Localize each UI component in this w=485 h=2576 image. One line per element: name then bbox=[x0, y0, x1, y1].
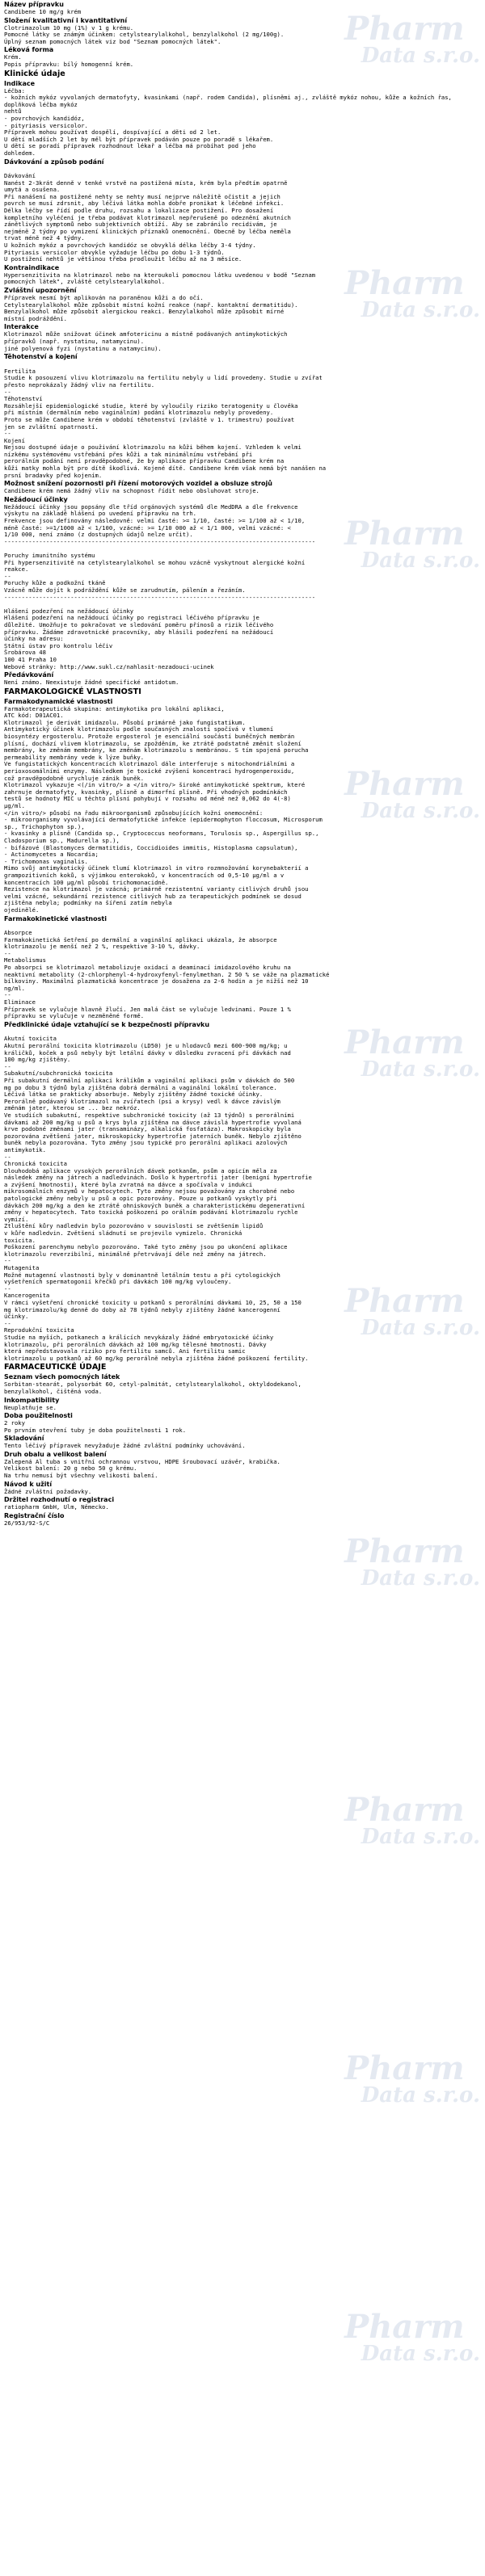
section bbox=[4, 1397, 480, 1412]
watermark-line2: Data s.r.o. bbox=[361, 1316, 480, 1340]
section-text: Clotrimazolum 10 mg (1%) v 1 g krému. Pomocné látky se známým účinkem: cetylstearylalkohol, benzylalkohol (2 mg/100g). Úplný seznam pomocných látek viz bod "Seznam pomocných látek". bbox=[4, 23, 285, 45]
watermark-line1: Pharm bbox=[344, 1532, 465, 1570]
section-heading: Možnost snížení pozornosti při řízení motorových vozidel a obsluze strojů bbox=[4, 480, 272, 488]
section-text: Akutní toxicita Akutní perorální toxicita klotrimazolu (LD50) je u hlodavců mezi 600-900 mg/kg; u králičků, koček a psů nebyly být letální dávky v důsledku zvracení při dávkách nad 100 mg/kg zjištěny. -- Subakutní/subchronická toxicita Při subakutní dermální aplikaci králíkům a vaginální aplikaci psům v dávkách do 500 mg po dobu 3 týdnů byla zjištěna dobrá dermální a vaginální lokální tolerance. Léčivá látka se prakticky absorbuje. Nebyly zjištěny žádné toxické účinky. Perorálně podávaný klotrimazol na zvířatech (psi a krysy) vedl k dávce závislým změnám jater, kterou se ... bez nekróz. Ve studiích subakutní, respektive subchronické toxicity (až 13 týdnů) s perorálními dávkami až 200 mg/kg u psů a krys byla zjištěna na dávce závislá hypertrofie vyvolaná krve podobné změnami jater (transaminázy, alkalická fosfatáza). Makroskopicky byla pozorována zvětšení jater, mikroskopicky hypertrofie jaterních buněk. Nebylo zjištěno buněk nebyla pozorována. Tyto změny jsou typické pro perorální aplikaci azolových antimykotik. -- Chronická toxicita Dlouhodobá aplikace vysokých perorálních dávek potkanům, psům a opicím měla za následek změny na játrech a nadledvinách. Došlo k hypertrofii jater (benigní hypertrofie a zvýšení hmotnosti), které byla zvratná na dávce a spočívala v indukci mikrosomálních enzymů v hepatocytech. Tyto změny nejsou považovány za chorobné nebo patologické změny nebyly u psů a opic pozorovány. Pouze u potkanů vyskytly při dávkách 200 mg/kg a den ke ztrátě ohniskových buněk a charakteristickému degenerativní změny v hepatocytech. Tato toxická poškození po orálním podávání klotrimazolu rychle vymizí. Ztluštění kůry nadledvin bylo pozorováno v souvislosti se zvětšením lipidů v kůře nadledvin. Zvětšení sládnutí se projevilo vymizelo. Chronická toxicita. Poškození parenchymu nebylo pozorováno. Také tyto změny jsou po ukončení aplikace klotrimazolu reverzibilní, minimálně přetrvávají déle než změny na játrech. -- Mutagenita Možné mutagenní vlastnosti byly v dominantně letálním testu a při cytologických vyšetřeních spermatogonií křečků při dávkách 100 mg/kg vyloučeny. -- Kancerogenita V rámci vyšetření chronické toxicity u potkanů s perorálními dávkami 10, 25, 50 a 150 mg klotrimazolu/kg denně do doby až 78 týdnů nebyly zjištěny žádné kancerogenní účinky. -- Reprodukční toxicita Studie na myších, potkanech a králících nevykázaly žádné embryotoxické účinky klotrimazolu, při perorálních dávkách až 100 mg/kg tělesné hmotnosti. Dávky která nepředstavovala riziko pro fertilitu samců. Ani fertilitu samic klotrimazolu u potkanů až 60 mg/kg perorálně nebyla zjištěna žádné poškození fertility. bbox=[4, 1035, 312, 1362]
section bbox=[4, 1373, 480, 1395]
watermark-line2: Data s.r.o. bbox=[361, 548, 480, 573]
watermark-line2: Data s.r.o. bbox=[361, 2083, 480, 2107]
section bbox=[4, 17, 480, 46]
section bbox=[4, 671, 480, 687]
section-text: 2 roky Po prvním otevření tuby je doba použitelnosti 1 rok. bbox=[4, 1419, 187, 1434]
section bbox=[4, 158, 480, 263]
section bbox=[4, 1451, 480, 1480]
watermark bbox=[329, 2049, 480, 2107]
section-heading: Návod k užití bbox=[4, 1480, 53, 1488]
watermark-line2: Data s.r.o. bbox=[361, 298, 480, 322]
section bbox=[4, 687, 480, 697]
section bbox=[4, 1481, 480, 1496]
section bbox=[4, 1412, 480, 1434]
section bbox=[4, 480, 480, 495]
document-body bbox=[0, 1, 485, 1527]
section bbox=[4, 323, 480, 352]
section-text: Fertilita Studie k posouzení vlivu klotrimazolu na fertilitu nebyly u lidí provedeny. Studie u zvířat přesto neprokázaly žádný vliv na fertilitu. -- Těhotenství Rozsáhlejší epidemiologické studie, které by vyloučily riziko teratogenity u člověka při místním (dermálním nebo vaginálním) podání klotrimazolu nebyly provedeny. Proto se může Candibene krém v období těhotenství (zvláště v 1. trimestru) používat jen se zvláštní opatrností. -- Kojení Nejsou dostupné údaje o použivání klotrimazolu na kůži během kojení. Vzhledem k velmi nízkému systémovému vstřebání přes kůži a tak minimálnímu vstřebání při perorálním podání není pravděpodobné, že by aplikace přípravku Candibene krém na kůži matky mohla být pro dítě škodlivá. Kojené dítě. Candibene krém však nemá být nanášen na prsní bradavky před kojením. bbox=[4, 367, 327, 479]
section bbox=[4, 353, 480, 479]
section bbox=[4, 69, 480, 79]
section-heading: Skladování bbox=[4, 1435, 44, 1443]
section-heading: Léková forma bbox=[4, 46, 54, 54]
section-text: Hypersenzitivita na klotrimazol nebo na kteroukoli pomocnou látku uvedenou v bodě "Seznam pomocných látek", zvláště cetylstearylalkohol. bbox=[4, 271, 316, 286]
section-text: Krém. Popis přípravku: bílý homogenní krém. bbox=[4, 53, 134, 68]
watermark-line1: Pharm bbox=[344, 264, 465, 302]
section-heading: Předávkování bbox=[4, 671, 54, 679]
section-text: Neuplatňuje se. bbox=[4, 1403, 57, 1411]
watermark-line1: Pharm bbox=[344, 1791, 465, 1829]
watermark bbox=[329, 1791, 480, 1849]
section bbox=[4, 1435, 480, 1450]
section bbox=[4, 1021, 480, 1363]
section-heading: Zvláštní upozornění bbox=[4, 287, 77, 294]
watermark-line1: Pharm bbox=[344, 2049, 465, 2087]
section-heading: Inkompatibility bbox=[4, 1396, 60, 1404]
section-text: Žádné zvláštní požadavky. bbox=[4, 1487, 92, 1495]
section-heading: Farmakodynamické vlastnosti bbox=[4, 697, 113, 705]
section-text: Sorbitan-stearát, polysorbát 60, cetyl-palmitát, cetylstearylalkohol, oktyldodekanol, benzylalkohol, čištěná voda. bbox=[4, 1380, 302, 1395]
section bbox=[4, 287, 480, 322]
watermark-line2: Data s.r.o. bbox=[361, 2342, 480, 2366]
section-text: Léčba: - kožních mykóz vyvolaných dermatofyty, kvasinkami (např. rodem Candida), plísněmi aj., zvláště mykóz nohou, kůže a kožních řas, doplňková léčba mykóz nehtů - povrchových kandidóz, - pityriasis versicolor. Přípravek mohou používat dospělí, dospívající a děti od 2 let. U dětí mladších 2 let by měl být přípravek podáván pouze po poradě s lékařem. U dětí se poradí přípravek rozhodnout lékař a léčba má probíhat pod jeho dohledem. bbox=[4, 86, 452, 157]
section-heading: Druh obalu a velikost balení bbox=[4, 1450, 107, 1458]
section-heading: Předklinické údaje vztahující se k bezpečnosti přípravku bbox=[4, 1020, 210, 1028]
section-heading: Doba použitelnosti bbox=[4, 1412, 73, 1420]
section-heading: Klinické údaje bbox=[4, 69, 65, 78]
section bbox=[4, 1496, 480, 1511]
section-text: 26/953/92-S/C bbox=[4, 1519, 50, 1527]
watermark-line1: Pharm bbox=[344, 2308, 465, 2346]
section-heading: Seznam všech pomocných látek bbox=[4, 1373, 120, 1381]
section bbox=[4, 496, 480, 670]
section bbox=[4, 80, 480, 158]
section-heading: Těhotenství a kojení bbox=[4, 353, 78, 361]
section-heading: FARMAKOLOGICKÉ VLASTNOSTI bbox=[4, 687, 141, 696]
section bbox=[4, 46, 480, 68]
watermark bbox=[329, 2308, 480, 2366]
section-heading: Kontraindikace bbox=[4, 263, 60, 271]
section-text: ratiopharm GmbH, Ulm, Německo. bbox=[4, 1503, 109, 1511]
section-heading: Indikace bbox=[4, 79, 36, 87]
watermark-line2: Data s.r.o. bbox=[361, 44, 480, 68]
section-text: Přípravek nesmí být aplikován na poraněnou kůži a do očí. Cetylstearylalkohol může způsobit místní kožní reakce (např. kontaktní dermatitidu). Benzylalkohol může způsobit alergickou reakci. Benzylalkohol může způsobit mírné místní podráždění. bbox=[4, 294, 298, 322]
watermark-line2: Data s.r.o. bbox=[361, 799, 480, 823]
watermark-line1: Pharm bbox=[344, 765, 465, 803]
section-heading: Název přípravku bbox=[4, 1, 64, 8]
section-text: Není známo. Neexistuje žádné specifické antidotum. bbox=[4, 679, 179, 687]
section-heading: Dávkování a způsob podání bbox=[4, 158, 104, 166]
watermark-line1: Pharm bbox=[344, 1282, 465, 1320]
section bbox=[4, 1, 480, 16]
section-text: Tento léčivý přípravek nevyžaduje žádné zvláštní podmínky uchovávání. bbox=[4, 1442, 246, 1450]
section bbox=[4, 915, 480, 1020]
section-text: Farmakoterapeutická skupina: antimykotika pro lokální aplikaci, ATC kód: D01AC01. Klotrimazol je derivát imidazolu. Působí primárně jako fungistatikum. Antimykotický účinek klotrimazolu podle současných znalostí spočívá v tlumení biosyntézy ergosterolu. Protože ergosterol je esenciální součástí buněčných membrán plísní, dochází vlivem klotrimazolu, se zpožděním, ke ztrátě podstatně změnit složení membrány, ke změnám membrány, ke změnám klotrimazolu s membránou. S tím spojená porucha permeability membrány vede k lýze buňky. Ve fungistatických koncentracích klotrimazol dále interferuje s mitochondriálními a perioxosomálními enzymy. Následkem je toxické zvýšení koncentrací hydrogenperoxidu, což pravděpodobně urychluje zánik buněk. Klotrimazol vykazuje <(/in vitro/> a </in vitro/> široké antimykotické spektrum, které zahrnuje dermatofyty, kvasinky, plísně a dimorfní plísně. Při vhodných podmínkách testů se hodnoty MIC u těchto plísní pohybují v rozsahu od méně než 0,062 do 4(-8) µg/ml. </in vitro/> působí na řadu mikroorganismů způsobujících kožní onemocnění: - mikroorganismy vyvolávající dermatofytické infekce (epidermophyton floccosum, Microsporum sp., Trichophyton sp.), - kvasinky a plísně (Candida sp., Cryptococcus neoformans, Torulosis sp., Aspergillus sp., Cladosporium sp., Madurella sp.), - bifázové (Blastomyces dermatitidis, Coccidioides immitis, Histoplasma capsulatum), - Actinomycetes a Nocardia; - Trichomonas vaginalis. Mimo svůj antimykotický účinek tlumí klotrimazol in vitro rozmnožování korynebakterií a grampozitivních koků, s výjimkou enterokoků, v koncentracích od 0,5-10 µg/ml a v koncentracích 100 µg/ml působí trichomonacidně. Rezistence na klotrimazol je vzácná; primárně rezistentní varianty citlivých druhů jsou velmi vzácné, sekundární rezistence citlivých hub za terapeutických podmínek se dosud zjištěna nebyla; podmínky na šíření zatím nebyla ojedinělé. bbox=[4, 704, 323, 914]
watermark-line2: Data s.r.o. bbox=[361, 1825, 480, 1849]
section-text: Candibene krém nemá žádný vliv na schopnost řídit nebo obsluhovat stroje. bbox=[4, 487, 259, 495]
section-text: Nežádoucí účinky jsou popsány dle tříd orgánových systémů dle MedDRA a dle frekvence výskytu na základě hlášení po uvedení přípravku na trh. Frekvence jsou definovány následovně: velmi časté: >= 1/10, časté: >= 1/100 až < 1/10, méně časté: >=1/1000 až < 1/100, vzácné: >= 1/10 000 až < 1/1 000, velmi vzácné: < 1/10 000, není známo (z dostupných údajů nelze určit). ----------------------------------------------------------------------------------------- Poruchy imunitního systému Při hypersenzitivitě na cetylstearylalkohol se mohou vzácně vyskytnout alergické kožní reakce. -- Poruchy kůže a podkožní tkáně Vzácně může dojít k podráždění kůže se zarudnutím, pálením a řezáním. ----------------------------------------------------------------------------------------- Hlášení podezření na nežádoucí účinky Hlášení podezření na nežádoucí účinky po registraci léčivého přípravku je důležité. Umožňuje to pokračovat ve sledování poměru přínosů a rizik léčivého přípravku. Žádáme zdravotnické pracovníky, aby hlásili podezření na nežádoucí účinky na adresu: Státní ústav pro kontrolu léčiv Šrobárova 48 100 41 Praha 10 Webové stránky: http://www.sukl.cz/nahlasit-nezadouci-ucinek bbox=[4, 502, 316, 670]
section-text: Absorpce Farmakokinetická šetření po dermální a vaginální aplikaci ukázala, že absorpce klotrimazolu je menší než 2 %, respektive 3-10 %, dávky. -- Metabolismus Po absorpci se klotrimazol metabolizuje oxidací a deaminací imidazolového kruhu na neaktivní metabolity (2-chlorphenyl-4-hydroxyfenyl-fenylmethan. 2 50 % se váže na plazmatické bílkoviny. Maximální plazmatická koncentrace je dosažena za 2-6 hodin a je nižší než 10 ng/ml. -- Eliminace Přípravek se vylučuje hlavně žlučí. Jen malá část se vylučuje ledvinami. Pouze 1 % přípravku se vylučuje v nezměněné formě. bbox=[4, 929, 330, 1020]
section-heading: Složení kvalitativní i kvantitativní bbox=[4, 16, 128, 24]
section bbox=[4, 698, 480, 914]
watermark-line2: Data s.r.o. bbox=[361, 1566, 480, 1591]
section-text: Dávkování Nanést 2-3krát denně v tenké vrstvě na postižená místa, krém byla předtím opatrně umytá a osušena. Při nanášení na postižené nehty se nehty musí nejprve náležitě očistit a jejich povrch se musí zdrsnit, aby léčivá látka mohla dobře pronikat k léčebné infekci. Délka léčby se řídí podle druhu, rozsahu a lokalizace postižení. Pro dosažení kompletního vyléčení je třeba podávat klotrimazol nepřerušeně po odeznění akutních zánětlivých symptomů nebo subjektivních obtíží. Aby se zabránilo recidivám, je nejméně 2 týdny po vymizení klinických příznaků onemocnění. Obecně by léčba neměla trvat méně než 4 týdny. U kožních mykóz a povrchových kandidóz se obvyklá délka léčby 3-4 týdny. Pityriasis versicolor obvykle vyžaduje léčbu po dobu 1-3 týdnů. U postižení nehtů je většinou třeba prodloužit léčbu až na 3 měsíce. bbox=[4, 172, 291, 263]
watermark bbox=[329, 1532, 480, 1591]
watermark-line1: Pharm bbox=[344, 10, 465, 48]
section-heading: Interakce bbox=[4, 323, 39, 331]
section bbox=[4, 1363, 480, 1372]
section-heading: Farmakokinetické vlastnosti bbox=[4, 914, 107, 922]
section bbox=[4, 1512, 480, 1528]
watermark-line1: Pharm bbox=[344, 515, 465, 553]
section-heading: Nežádoucí účinky bbox=[4, 495, 68, 503]
section bbox=[4, 264, 480, 286]
watermark-line2: Data s.r.o. bbox=[361, 1057, 480, 1082]
section-heading: Držitel rozhodnutí o registraci bbox=[4, 1496, 115, 1504]
section-text: Klotrimazol může snižovat účinek amfotericinu a místně podávaných antimykotických přípravků (např. nystatinu, natamycinu). jiné polyenová fyzi (nystatinu a natamycinu). bbox=[4, 330, 288, 352]
section-text: Zalepená Al tuba s vnitřní ochrannou vrstvou, HDPE šroubovací uzávěr, krabička. Velikost balení: 20 g nebo 50 g krému. Na trhu nemusí být všechny velikosti balení. bbox=[4, 1457, 280, 1480]
section-text: Candibene 10 mg/g krém bbox=[4, 8, 82, 15]
section-heading: Registrační číslo bbox=[4, 1511, 65, 1519]
section-heading: FARMACEUTICKÉ ÚDAJE bbox=[4, 1363, 107, 1372]
watermark-line1: Pharm bbox=[344, 1023, 465, 1061]
